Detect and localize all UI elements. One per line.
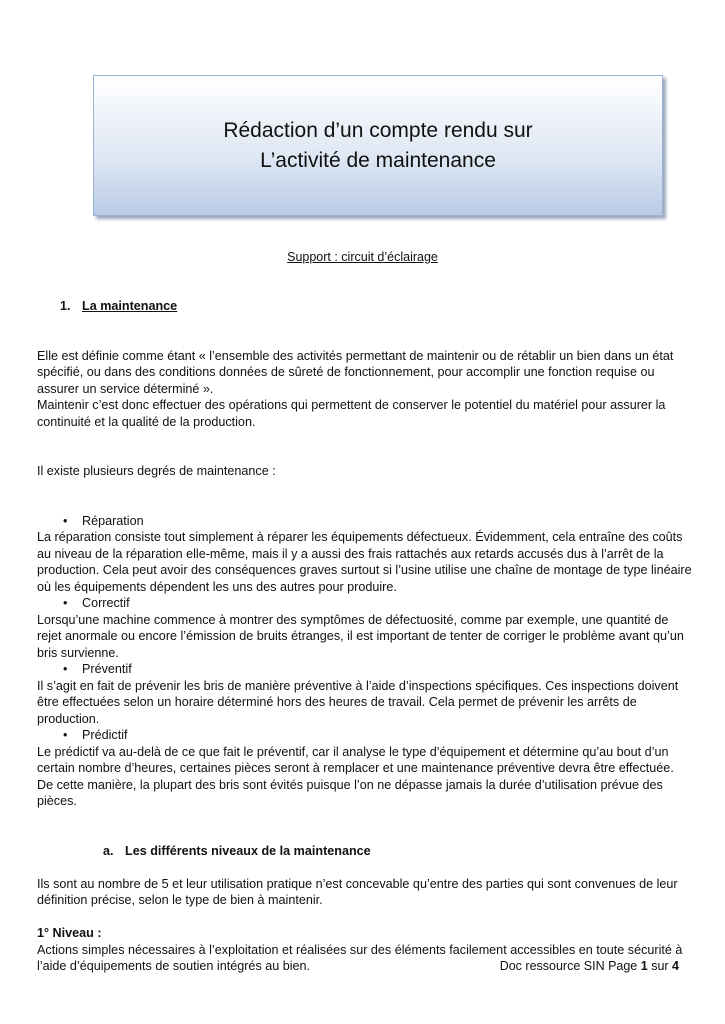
maintenir-paragraph: Maintenir c’est donc effectuer des opérations qui permettent de conserver le potentiel du matériel pour assurer la continuité et la qualité de la production. bbox=[37, 398, 666, 429]
support-line: Support : circuit d’éclairage bbox=[287, 250, 438, 264]
document-body bbox=[37, 298, 692, 975]
section-label: La maintenance bbox=[82, 299, 178, 313]
title-line-2: L’activité de maintenance bbox=[260, 148, 496, 172]
correctif-text: Lorsqu’une machine commence à montrer des symptômes de défectuosité, comme par exemple, une quantité de rejet anormale ou encore l’émission de bruits étranges, il est important de tenter de corriger le problème avant qu’un bris survienne. bbox=[37, 612, 684, 660]
section-number: 1. bbox=[60, 299, 71, 313]
subsection-number: a. bbox=[103, 843, 114, 858]
preventif-text: Il s’agit en fait de prévenir les bris de manière préventive à l’aide d’inspections spécifiques. Ces inspections doivent être effectuées selon un horaire déterminé hors des heures de travail. Cela permet de prévenir les arrêts de production. bbox=[37, 678, 679, 726]
bullet-icon: • bbox=[63, 728, 68, 742]
bullet-icon: • bbox=[63, 513, 68, 528]
title-line-1: Rédaction d’un compte rendu sur bbox=[223, 118, 533, 142]
reparation-text: La réparation consiste tout simplement à réparer les équipements défectueux. Évidemment, cela entraîne des coûts au niveau de la réparation elle-même, mais il y a aussi des frais rattachés aux retards accusés dus à l’arrêt de la production. Cela peut avoir des conséquences graves surtout si l’usine utilise une chaîne de montage de type linéaire où les équipements dépendent les uns des autres pour produire. bbox=[37, 530, 692, 594]
footer-sur: sur bbox=[651, 959, 669, 973]
bullet-label: Réparation bbox=[82, 513, 144, 528]
bullet-icon: • bbox=[63, 662, 68, 676]
subsection-heading bbox=[37, 843, 692, 860]
title-box bbox=[93, 75, 663, 216]
footer-page-total: 4 bbox=[672, 959, 679, 973]
degres-paragraph: Il existe plusieurs degrés de maintenance : bbox=[37, 464, 276, 478]
bullet-label: Correctif bbox=[82, 596, 130, 610]
bullet-reparation bbox=[37, 513, 692, 530]
niveaux-intro: Ils sont au nombre de 5 et leur utilisation pratique n’est concevable qu’entre des parties qui sont convenues de leur définition précise, selon le type de bien à maintenir. bbox=[37, 876, 678, 907]
niveau1-text: Actions simples nécessaires à l’exploitation et réalisées sur des éléments facilement accessibles en toute sécurité à l’aide d’équipements de soutien intégrés au bien. bbox=[37, 942, 683, 973]
subsection-label: Les différents niveaux de la maintenance bbox=[125, 843, 371, 858]
predictif-text: Le prédictif va au-delà de ce que fait le préventif, car il analyse le type d’équipement et détermine qu’au bout d’un certain nombre d’heures, certaines pièces seront à remplacer et une maintenance préventive devra être effectuée. De cette manière, la plupart des bris sont évités puisque l’on ne dépasse jamais la durée d’utilisation prévue des pièces. bbox=[37, 744, 674, 808]
bullet-correctif bbox=[37, 595, 692, 612]
bullet-label: Préventif bbox=[82, 662, 132, 676]
definition-paragraph: Elle est définie comme étant « l’ensemble des activités permettant de maintenir ou de rétablir un bien dans un état spécifié, ou dans des conditions données de sûreté de fonctionnement, pour accomplir une fonction requise ou assurer un service déterminé ». bbox=[37, 348, 674, 396]
bullet-preventif bbox=[37, 661, 692, 678]
bullet-predictif bbox=[37, 727, 692, 744]
bullet-icon: • bbox=[63, 596, 68, 610]
section-heading-1 bbox=[37, 298, 692, 315]
footer-page-number: 1 bbox=[640, 959, 648, 973]
footer-doc: Doc ressource SIN Page bbox=[499, 959, 638, 973]
niveau1-heading: 1° Niveau : bbox=[37, 926, 102, 940]
bullet-label: Prédictif bbox=[82, 728, 128, 742]
page-footer bbox=[500, 959, 679, 973]
